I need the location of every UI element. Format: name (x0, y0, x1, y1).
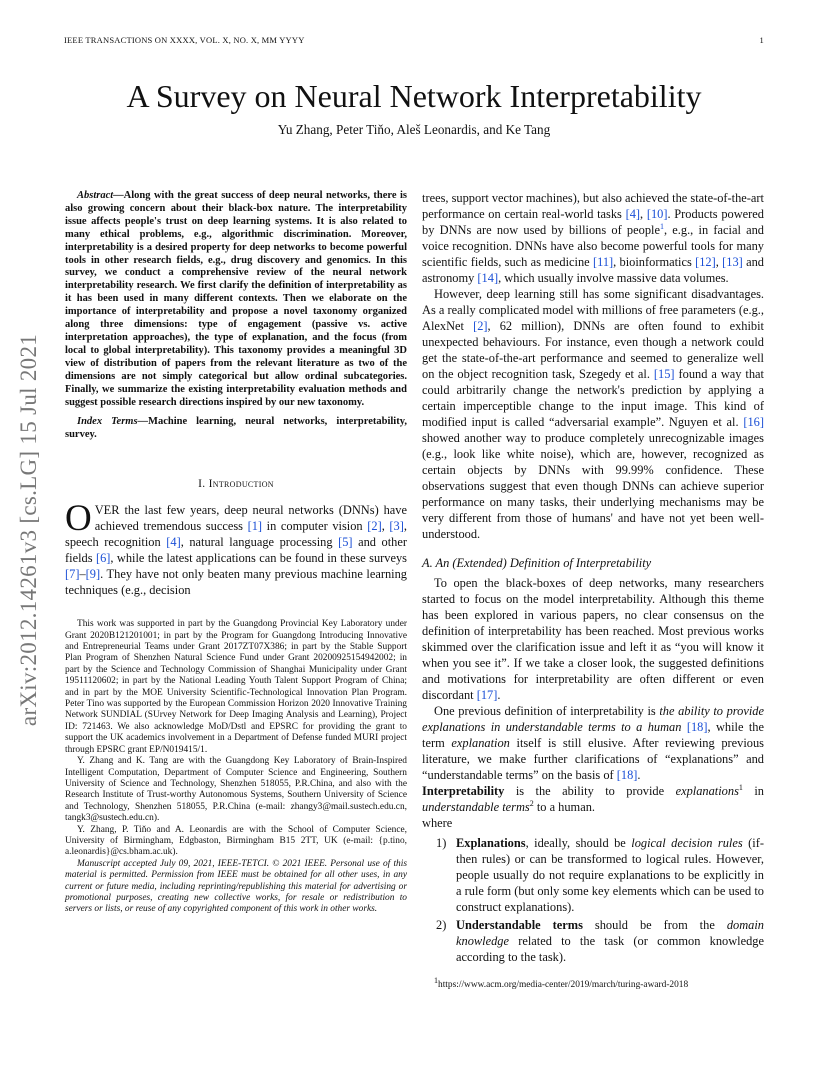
definition-list (422, 835, 764, 965)
citation-link[interactable]: [13] (722, 255, 743, 269)
footnote-marker[interactable]: 1 (659, 221, 664, 231)
paragraph-continuation (422, 190, 764, 286)
citation-link[interactable]: [17] (476, 688, 498, 702)
citation-link[interactable]: [6] (95, 551, 111, 566)
citation-link[interactable]: [4] (166, 535, 181, 550)
text-span: . (637, 768, 641, 782)
paragraph-disadvantages (422, 286, 764, 542)
text-span: itself is still elusive. After reviewing previous literature, we make further clarifications of “explanations” and “understandable terms” on the basis of (422, 736, 764, 782)
emphasis-text: explanations (675, 784, 739, 798)
text-span: To open the black-boxes of deep networks, many researchers started to focus on the model interpretability. Although this theme has been explored in various papers, no clear consensus on the definition of interpretability has been reached. Most previous works skimmed over the clarification issue and left it as “you will know it when you see it”. If we take a closer look, the suggested definitions and motivations for interpretability are often different or even discordant (422, 576, 764, 702)
citation-link[interactable]: [5] (338, 535, 353, 550)
paper-title: A Survey on Neural Network Interpretability (126, 78, 702, 114)
affiliation-footnote-2: Y. Zhang, P. Tiňo and A. Leonardis are with the School of Computer Science, University of Birmingham, Edgbaston, Birmingham B15 2TT, UK (e-mail: {p.tino, a.leonardis}@cs.bham.ac.uk). (65, 824, 407, 858)
text-span: in computer vision (262, 519, 368, 534)
index-terms-text: Machine learning, neural networks, interpretability, survey. (65, 416, 407, 441)
citation-link[interactable]: [15] (653, 367, 675, 381)
text-span: and astronomy (422, 255, 764, 285)
citation-link[interactable]: [3] (389, 519, 404, 534)
list-number: 2) (436, 918, 447, 932)
text-span: , (640, 207, 647, 221)
citation-link[interactable]: [1] (247, 519, 263, 534)
section-heading-introduction (65, 476, 407, 492)
text-span: However, deep learning still has some significant disadvantages. As a really complicated model with millions of free parameters (e.g., AlexNet (422, 287, 764, 333)
text-span: the last few years, deep neural networks (DNNs) have achieved tremendous success (94, 503, 407, 534)
superscript-marker: 2 (529, 798, 534, 808)
text-span: , while the term (422, 720, 764, 750)
citation-link[interactable]: [7] (65, 567, 80, 582)
paragraph-definition (422, 703, 764, 783)
citation-link[interactable]: [10] (646, 207, 668, 221)
superscript-marker: 1 (738, 782, 743, 792)
citation-link[interactable]: [4] (625, 207, 641, 221)
text-span: related to the task (or common knowledge according to the task). (456, 934, 764, 964)
list-item (422, 835, 764, 915)
text-span: , while the latest applications can be found in these surveys (110, 551, 407, 566)
citation-link[interactable]: [14] (477, 271, 499, 285)
citation-link[interactable]: [11] (592, 255, 614, 269)
emphasis-text: logical decision rules (631, 836, 743, 850)
citation-link[interactable]: [12] (695, 255, 716, 269)
text-span: , natural language processing (180, 535, 339, 550)
paragraph-interpretability (422, 575, 764, 703)
abstract-label: Abstract (77, 190, 114, 201)
text-span: , which usually involve massive data volumes. (498, 271, 729, 285)
left-column (65, 190, 407, 916)
text-span: . (497, 688, 501, 702)
footnote-url-link[interactable]: https://www.acm.org/media-center/2019/march/turing-award-2018 (438, 980, 689, 990)
text-span: , (381, 519, 390, 534)
definition-term: Interpretability (422, 784, 505, 798)
intro-paragraph (65, 498, 408, 598)
text-span: , bioinformatics (613, 255, 696, 269)
page-number: 1 (759, 35, 764, 45)
author-list: Yu Zhang, Peter Tiňo, Aleš Leonardis, and Ke Tang (277, 122, 551, 137)
right-column (422, 190, 764, 993)
text-span: , ideally, should be (525, 836, 632, 850)
section-title: Introduction (208, 478, 274, 491)
emphasis-text: domain knowledge (456, 918, 764, 948)
drop-cap: O (65, 498, 92, 540)
emphasis-text: explanation (451, 736, 510, 750)
citation-link[interactable]: [18] (686, 720, 708, 734)
citation-link[interactable]: [18] (616, 768, 638, 782)
text-span: to a human. (533, 800, 595, 814)
citation-link[interactable]: [2] (473, 319, 488, 333)
copyright-notice: Manuscript accepted July 09, 2021, IEEE-TETCI. © 2021 IEEE. Personal use of this material is permitted. Permission from IEEE must be obtained for all other uses, in any current or future media, including reprinting/republishing this material for advertising or promotional purposes, creating new collective works, for resale or redistribution to servers or lists, or reuse of any copyrighted component of this work in other works. (65, 858, 407, 915)
affiliation-footnote-1: Y. Zhang and K. Tang are with the Guangdong Key Laboratory of Brain-Inspired Intelligent Computation, Department of Computer Science and Engineering, Southern University of Science and Technology, Shenzhen 518055, P.R.China, and also with the Research Institute of Trust-worthy Autonomous Systems, Southern University of Science and Technology, Shenzhen 518055, P.R.China (e-mail: zhangy3@mail.sustech.edu.cn, tangk3@sustech.edu.cn). (65, 756, 407, 824)
text-span: , speech recognition (65, 519, 407, 550)
text-span: (if-then rules) or can be transformed to logical rules. However, people usually do not require explanations to be explicitly in a rule form (but only some key elements which can be used to construct explanations). (456, 836, 764, 914)
text-span: and other fields (65, 535, 408, 566)
text-span: showed another way to produce completely unrecognizable images (e.g., look like white noise), which are, however, recognized as certain objects by DNNs with 99.99% confidence. These observations suggest that even though DNNs can achieve superior performance on many tasks, their underlying mechanisms may be very different from those of humans' and have not yet been well-understood. (422, 431, 764, 541)
footnote-number: 1 (434, 975, 438, 985)
text-span: , 62 million), DNNs are often found to exhibit unexpected behaviours. For instance, even though a network could get the state-of-the-art performance and seemed to generalize well on the object recognition task, Szegedy et al. (422, 319, 764, 381)
list-item (422, 917, 764, 965)
text-span: One previous definition of interpretability is (434, 704, 660, 718)
arxiv-identifier: arXiv:2012.14261v3 [cs.LG] 15 Jul 2021 (16, 333, 41, 727)
journal-header: IEEE TRANSACTIONS ON XXXX, VOL. X, NO. X, MM YYYY (64, 35, 305, 45)
section-numeral: I. (198, 478, 209, 491)
abstract-text: Along with the great success of deep neural networks, there is also growing concern about their black-box nature. The interpretability issue affects people's trust on deep learning systems. It is also related to many ethical problems, e.g., algorithmic discrimination. Moreover, interpretability is a desired property for deep networks to become powerful tools in other research fields, e.g., drug discovery and genomics. In this survey, we conduct a comprehensive review of the neural network interpretability research. We first clarify the definition of interpretability as it has been used in many different contexts. Then we elaborate on the importance of interpretability and propose a novel taxonomy organized along three dimensions: type of engagement (passive vs. active interpretation approaches), the type of explanation, and the focus (from local to global interpretability). This taxonomy provides a meaningful 3D view of distribution of papers from the relevant literature as two of the dimensions are not simply categorical but allow ordinal subcategories. Finally, we summarize the existing interpretability evaluation methods and suggest possible research directions inspired by our new taxonomy. (65, 190, 407, 408)
index-terms-label: Index Terms (77, 416, 138, 428)
text-span: trees, support vector machines), but also achieved the state-of-the-art performance on certain real-world tasks (422, 191, 764, 221)
page-footnote (422, 977, 764, 993)
subsection-heading: A. An (Extended) Definition of Interpretability (422, 556, 652, 570)
text-span: , e.g., in facial and voice recognition. DNNs have also become powerful tools for many scientific fields, such as medicine (422, 223, 764, 269)
text-span: . They have not only beaten many previous machine learning techniques (e.g., decision (65, 567, 407, 598)
list-number: 1) (436, 836, 447, 850)
citation-link[interactable]: [16] (743, 415, 764, 429)
list-term: Understandable terms (456, 918, 583, 932)
index-terms-dash: — (137, 416, 149, 428)
citation-link[interactable]: [9] (85, 567, 101, 582)
text-span: found a way that could arbitrarily change the network's prediction by applying a certain imperceptible change to the input image. This kind of modified input is called “adversarial example”. Nguyen et al. (422, 367, 764, 429)
abstract-dash: — (113, 190, 124, 201)
text-span: – (79, 567, 86, 582)
intro-lead: VER (94, 503, 120, 518)
list-term: Explanations (456, 836, 526, 850)
text-span: is the ability to provide (504, 784, 676, 798)
index-terms (65, 416, 407, 442)
definition-block (422, 783, 764, 815)
text-span: in (742, 784, 764, 798)
where-label: where (422, 816, 453, 830)
running-head (64, 35, 764, 45)
emphasis-text: understandable terms (422, 800, 530, 814)
text-span: . Products powered by DNNs are now used by billions of people (422, 207, 764, 237)
funding-footnote: This work was supported in part by the Guangdong Provincial Key Laboratory under Grant 2020B121201001; in part by the Program for Guangdong Introducing Innovative and Entrepreneurial Teams under Grant 2017ZT07X386; in part by the Stable Support Plan Program of Shenzhen Natural Science Fund under Grant 20200925154942002; in part by the Science and Technology Commission of Shanghai Municipality under Grant 19511120602; in part by the National Leading Youth Talent Support Program of China; and in part by the MOE University Scientific-Technological Innovation Plan Program. Peter Tino was supported by the European Commission Horizon 2020 Innovative Training Network SUNDIAL (SUrvey Network for Deep Imaging Analysis and Learning), Project ID: 721463. We also acknowledge MoD/Dstl and EPSRC for providing the grant to support the UK academics involvement in a Department of Defense funded MURI project through EPSRC grant EP/N019415/1. (65, 619, 407, 755)
abstract (65, 190, 407, 409)
arxiv-stamp (10, 300, 48, 760)
text-span: , (715, 255, 723, 269)
emphasis-text: the ability to provide explanations in understandable terms to a human (422, 704, 765, 734)
citation-link[interactable]: [2] (367, 519, 382, 534)
text-span: should be from the (582, 918, 727, 932)
